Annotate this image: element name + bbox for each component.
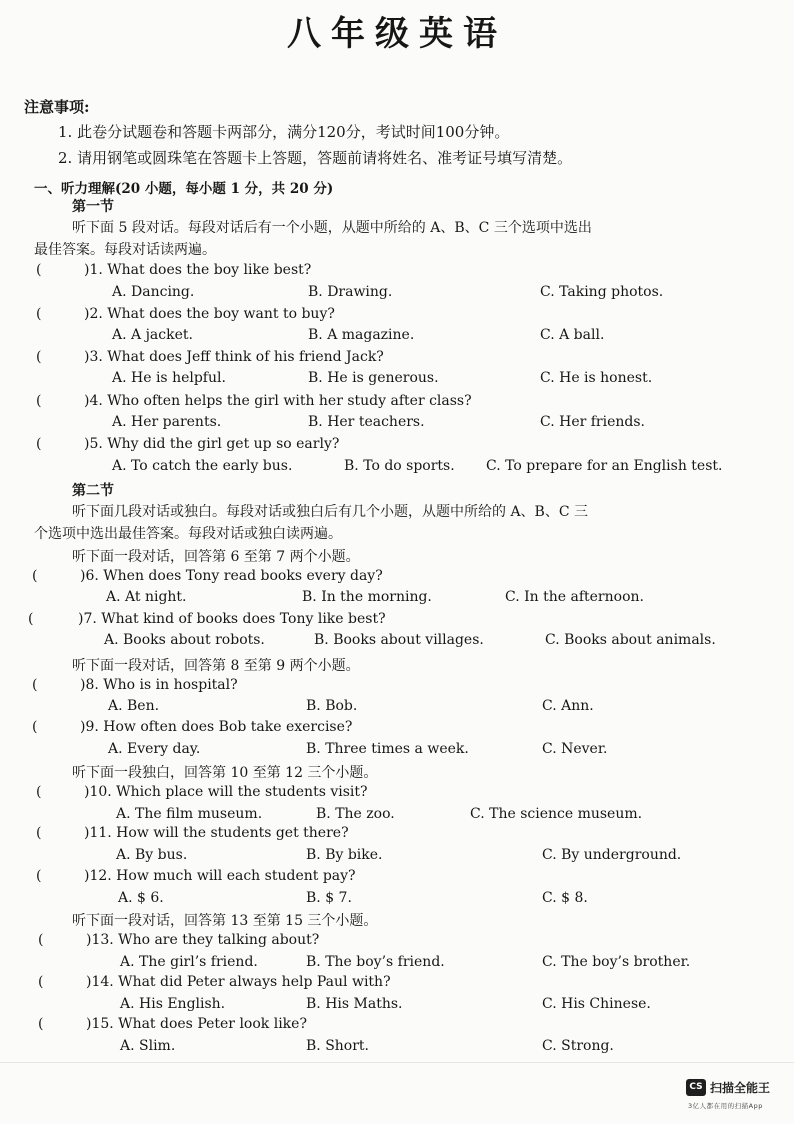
answer-blank: ( bbox=[38, 1016, 44, 1032]
question-text: )4. Who often helps the girl with her study after class? bbox=[84, 393, 472, 409]
option-b: B. Bob. bbox=[306, 698, 358, 714]
question-text: )15. What does Peter look like? bbox=[86, 1016, 307, 1032]
note-item: 2. 请用钢笔或圆珠笔在答题卡上答题，答题前请将姓名、准考证号填写清楚。 bbox=[58, 149, 573, 167]
question-item bbox=[0, 932, 794, 954]
option-b: B. His Maths. bbox=[306, 996, 403, 1012]
option-c: C. His Chinese. bbox=[542, 996, 651, 1012]
option-c: C. Strong. bbox=[542, 1038, 614, 1054]
question-item bbox=[0, 825, 794, 847]
footer-brand: 扫描全能王 bbox=[710, 1081, 771, 1095]
option-c: C. In the afternoon. bbox=[505, 589, 644, 605]
footer-tagline: 3亿人都在用的扫描App bbox=[688, 1102, 763, 1110]
option-a: A. Ben. bbox=[108, 698, 160, 714]
instruction: 听下面几段对话或独白。每段对话或独白后有几个小题，从题中所给的 A、B、C 三 bbox=[72, 504, 589, 520]
question-item bbox=[0, 393, 794, 415]
option-a: A. Slim. bbox=[120, 1038, 176, 1054]
option-a: A. He is helpful. bbox=[112, 370, 226, 386]
option-c: C. The science museum. bbox=[470, 806, 643, 822]
option-c: C. Her friends. bbox=[540, 414, 645, 430]
answer-blank: ( bbox=[36, 825, 42, 841]
question-item bbox=[0, 677, 794, 699]
question-item bbox=[0, 262, 794, 284]
answer-blank: ( bbox=[36, 393, 42, 409]
option-b: B. Short. bbox=[306, 1038, 369, 1054]
option-a: A. To catch the early bus. bbox=[112, 458, 293, 474]
dialogue-intro: 听下面一段对话，回答第 6 至第 7 两个小题。 bbox=[72, 549, 360, 565]
camscanner-logo-icon: CS bbox=[686, 1079, 706, 1096]
answer-blank: ( bbox=[38, 974, 44, 990]
part-heading: 第一节 bbox=[72, 199, 114, 215]
option-a: A. Her parents. bbox=[112, 414, 222, 430]
question-item bbox=[0, 306, 794, 328]
question-text: )2. What does the boy want to buy? bbox=[84, 306, 335, 322]
question-text: )12. How much will each student pay? bbox=[84, 868, 356, 884]
question-item bbox=[0, 568, 794, 590]
option-c: C. The boy’s brother. bbox=[542, 954, 691, 970]
option-c: C. A ball. bbox=[540, 327, 605, 343]
divider bbox=[0, 1062, 794, 1063]
answer-blank: ( bbox=[32, 568, 38, 584]
question-item bbox=[0, 719, 794, 741]
question-text: )1. What does the boy like best? bbox=[84, 262, 312, 278]
instruction: 个选项中选出最佳答案。每段对话或独白读两遍。 bbox=[34, 526, 342, 542]
question-text: )5. Why did the girl get up so early? bbox=[84, 436, 340, 452]
option-b: B. A magazine. bbox=[308, 327, 415, 343]
option-a: A. Every day. bbox=[108, 741, 201, 757]
option-b: B. In the morning. bbox=[302, 589, 432, 605]
option-b: B. Books about villages. bbox=[314, 632, 484, 648]
option-c: C. Taking photos. bbox=[540, 284, 664, 300]
note-item: 1. 此卷分试题卷和答题卡两部分，满分120分，考试时间100分钟。 bbox=[58, 123, 510, 141]
section-heading: 一、听力理解(20 小题，每小题 1 分，共 20 分) bbox=[34, 181, 334, 197]
question-text: )8. Who is in hospital? bbox=[80, 677, 238, 693]
question-text: )7. What kind of books does Tony like best? bbox=[78, 611, 386, 627]
answer-blank: ( bbox=[28, 611, 34, 627]
option-b: B. $ 7. bbox=[306, 890, 352, 906]
question-item bbox=[0, 784, 794, 806]
answer-blank: ( bbox=[32, 719, 38, 735]
answer-blank: ( bbox=[36, 262, 42, 278]
dialogue-intro: 听下面一段对话，回答第 13 至第 15 三个小题。 bbox=[72, 913, 378, 929]
option-a: A. At night. bbox=[106, 589, 187, 605]
question-text: )6. When does Tony read books every day? bbox=[80, 568, 383, 584]
option-b: B. Her teachers. bbox=[308, 414, 425, 430]
dialogue-intro: 听下面一段对话，回答第 8 至第 9 两个小题。 bbox=[72, 658, 360, 674]
option-c: C. Books about animals. bbox=[545, 632, 716, 648]
page-title: 八年级英语 bbox=[287, 14, 507, 54]
question-item bbox=[0, 349, 794, 371]
dialogue-intro: 听下面一段独白，回答第 10 至第 12 三个小题。 bbox=[72, 765, 378, 781]
option-a: A. Dancing. bbox=[112, 284, 195, 300]
part-heading: 第二节 bbox=[72, 483, 114, 499]
option-b: B. Three times a week. bbox=[306, 741, 469, 757]
option-c: C. $ 8. bbox=[542, 890, 588, 906]
answer-blank: ( bbox=[36, 306, 42, 322]
option-a: A. $ 6. bbox=[118, 890, 164, 906]
option-c: C. To prepare for an English test. bbox=[486, 458, 723, 474]
option-a: A. His English. bbox=[120, 996, 226, 1012]
instruction: 听下面 5 段对话。每段对话后有一个小题，从题中所给的 A、B、C 三个选项中选出 bbox=[72, 220, 592, 236]
option-b: B. The boy’s friend. bbox=[306, 954, 445, 970]
answer-blank: ( bbox=[38, 932, 44, 948]
question-item bbox=[0, 974, 794, 996]
question-item bbox=[0, 1016, 794, 1038]
question-item bbox=[0, 611, 794, 633]
answer-blank: ( bbox=[36, 349, 42, 365]
answer-blank: ( bbox=[32, 677, 38, 693]
option-c: C. Never. bbox=[542, 741, 608, 757]
question-text: )10. Which place will the students visit? bbox=[84, 784, 368, 800]
question-text: )9. How often does Bob take exercise? bbox=[80, 719, 353, 735]
option-a: A. A jacket. bbox=[112, 327, 193, 343]
option-c: C. He is honest. bbox=[540, 370, 653, 386]
option-b: B. He is generous. bbox=[308, 370, 439, 386]
answer-blank: ( bbox=[36, 784, 42, 800]
option-b: B. Drawing. bbox=[308, 284, 393, 300]
question-text: )14. What did Peter always help Paul with? bbox=[86, 974, 391, 990]
notes-heading: 注意事项: bbox=[24, 98, 90, 116]
option-a: A. The film museum. bbox=[116, 806, 263, 822]
option-c: C. Ann. bbox=[542, 698, 594, 714]
answer-blank: ( bbox=[36, 436, 42, 452]
question-item bbox=[0, 868, 794, 890]
option-a: A. Books about robots. bbox=[104, 632, 265, 648]
option-a: A. By bus. bbox=[116, 847, 188, 863]
question-item bbox=[0, 436, 794, 458]
question-text: )13. Who are they talking about? bbox=[86, 932, 320, 948]
question-text: )11. How will the students get there? bbox=[84, 825, 349, 841]
option-b: B. The zoo. bbox=[316, 806, 395, 822]
answer-blank: ( bbox=[36, 868, 42, 884]
instruction: 最佳答案。每段对话读两遍。 bbox=[34, 242, 216, 258]
option-c: C. By underground. bbox=[542, 847, 682, 863]
option-b: B. By bike. bbox=[306, 847, 383, 863]
question-text: )3. What does Jeff think of his friend Jack? bbox=[84, 349, 384, 365]
option-a: A. The girl’s friend. bbox=[120, 954, 258, 970]
option-b: B. To do sports. bbox=[344, 458, 455, 474]
